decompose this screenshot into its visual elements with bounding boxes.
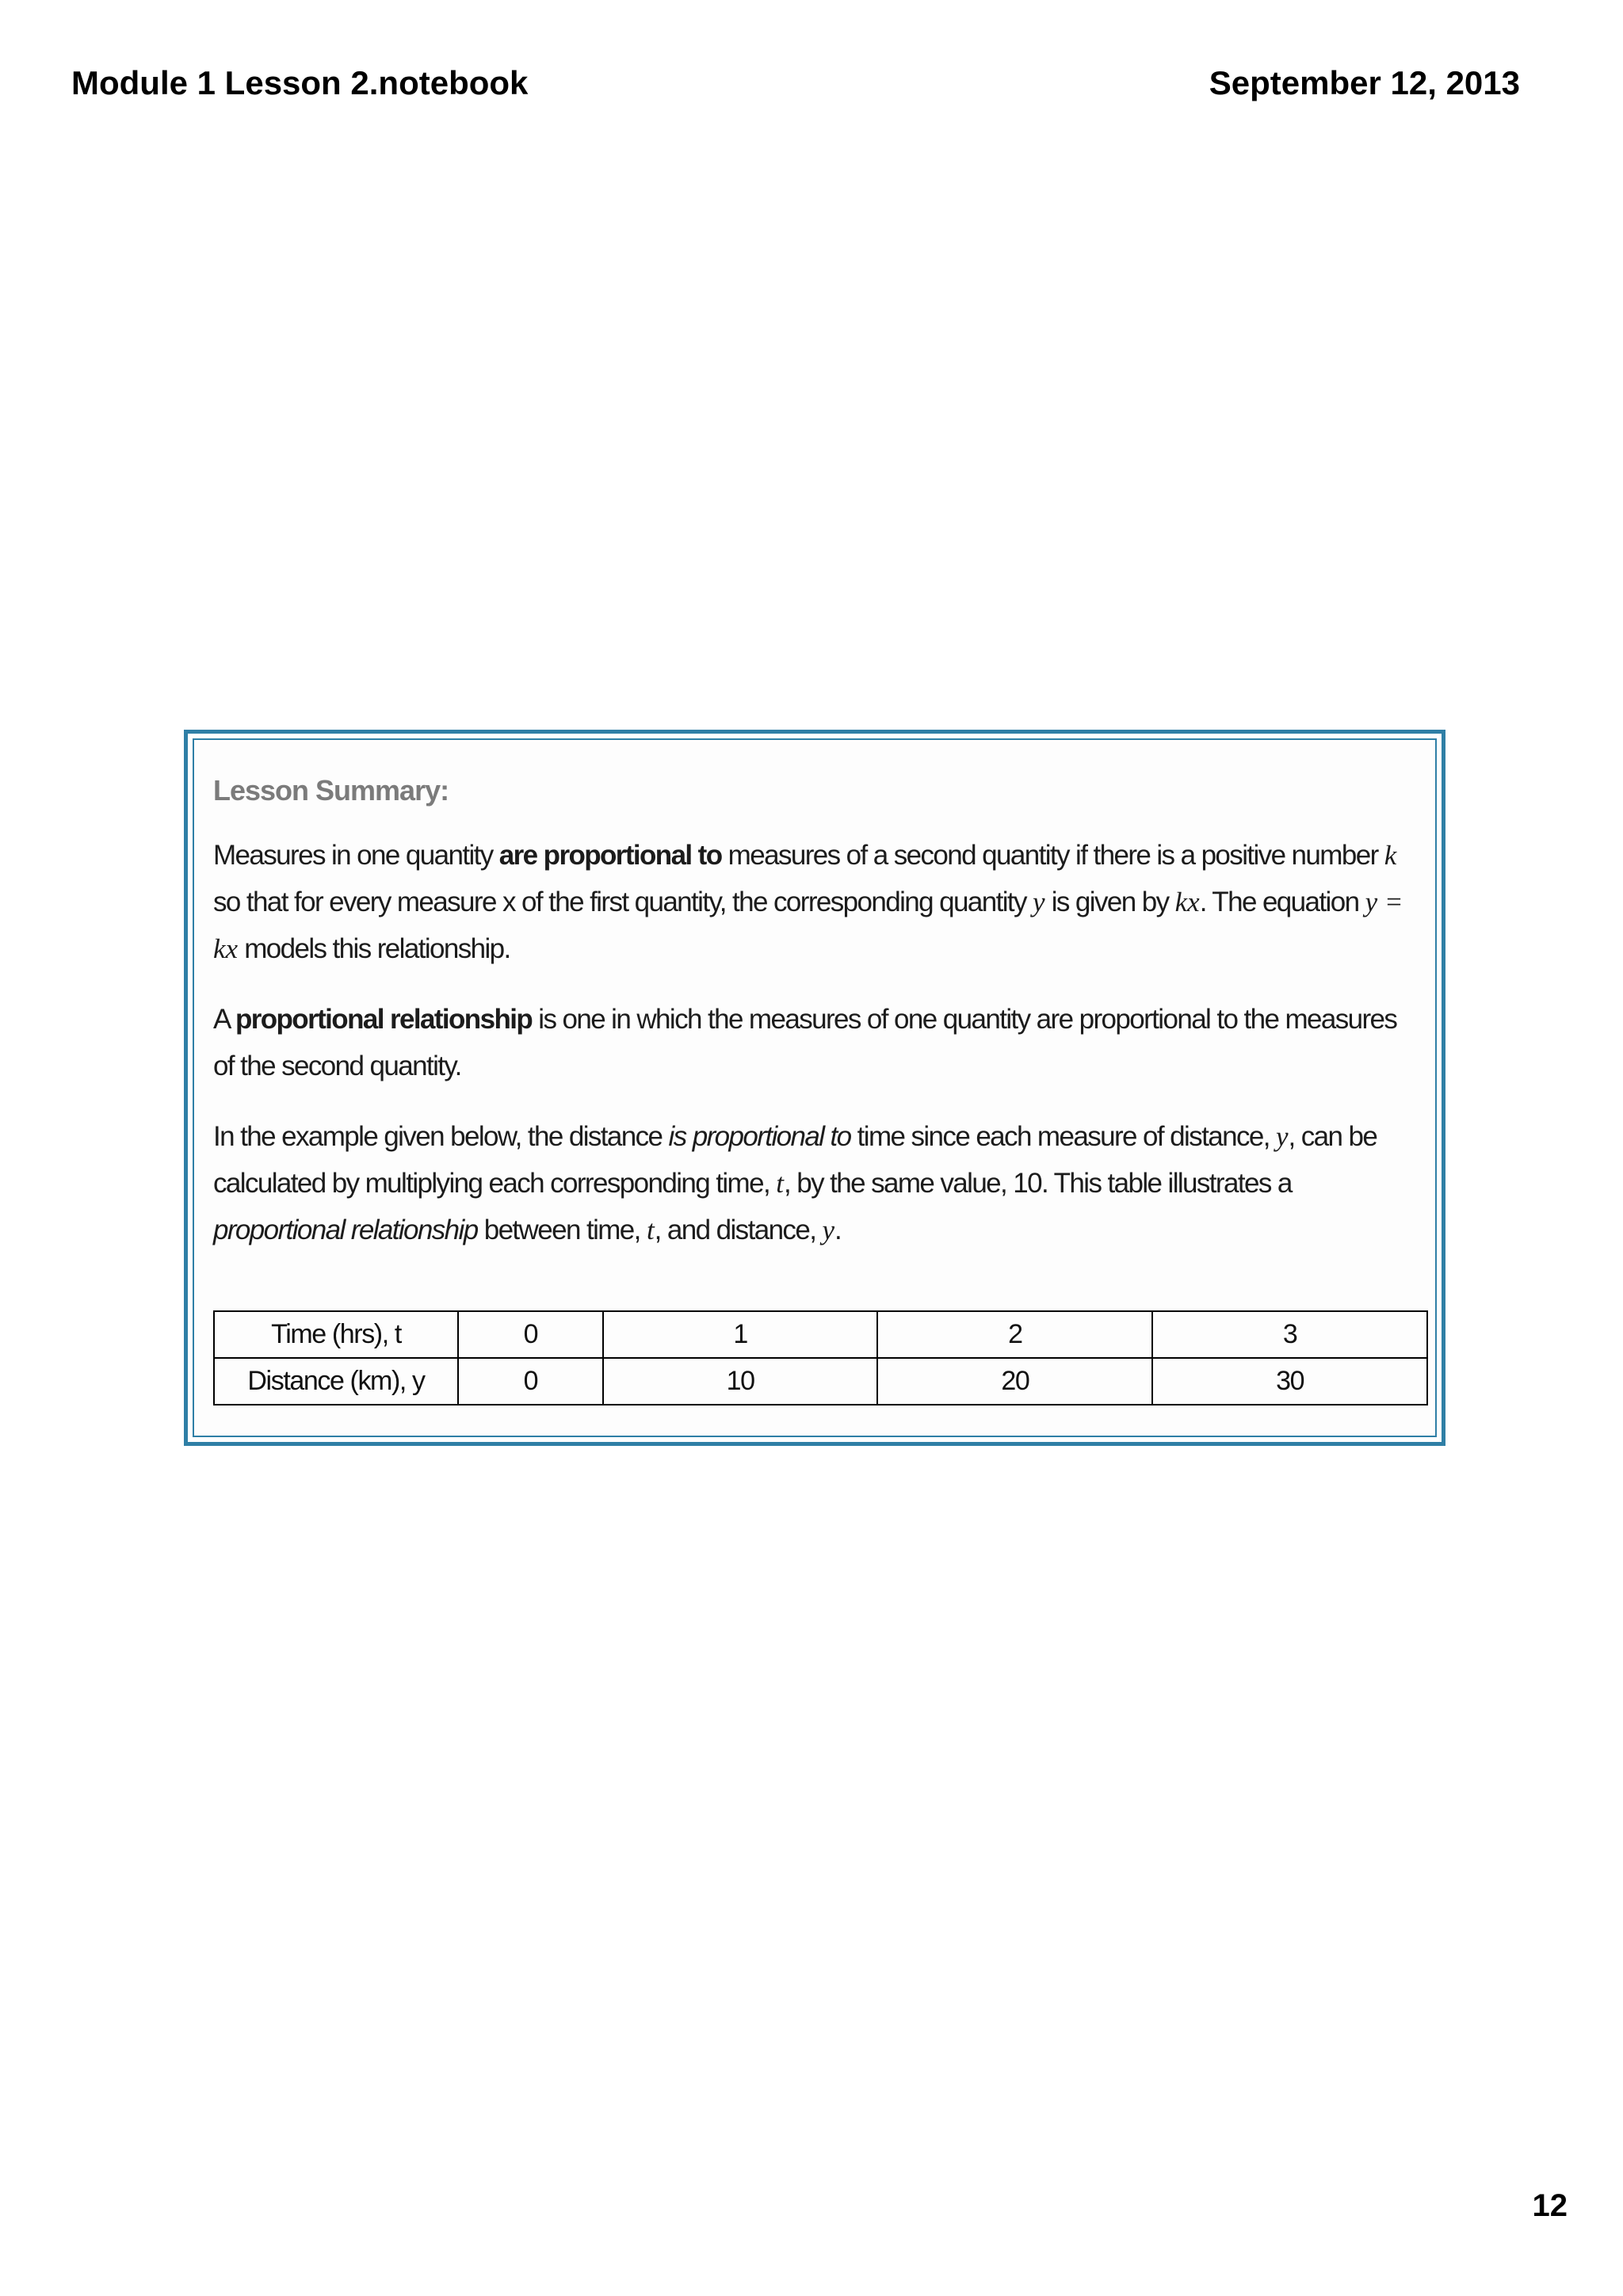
page-date: September 12, 2013 [1209, 64, 1520, 101]
p3-text-6: , and distance, [654, 1215, 823, 1245]
p1-text-1: Measures in one quantity [213, 840, 499, 871]
page-number: 12 [1532, 2188, 1568, 2223]
p1-math-equation: y = kx [213, 887, 1403, 964]
table-cell: 20 [877, 1358, 1152, 1405]
notebook-title: Module 1 Lesson 2.notebook [71, 64, 529, 101]
summary-paragraph-2 [213, 996, 1416, 1089]
p3-text-7: . [834, 1215, 842, 1245]
p3-math-y-2: y [822, 1215, 834, 1245]
p3-math-t: t [776, 1168, 784, 1199]
lesson-summary-title: Lesson Summary: [213, 774, 449, 807]
p3-italic-is-proportional-to: is proportional to [668, 1121, 851, 1152]
p1-text-6: models this relationship. [238, 933, 510, 964]
p3-text-1: In the example given below, the distance [213, 1121, 669, 1152]
table-cell: 3 [1152, 1311, 1427, 1358]
p2-text-2: is one in which the measures of one quantity are proportional to the measures of the second quantity. [213, 1004, 1397, 1081]
table-row-label: Distance (km), y [214, 1358, 458, 1405]
summary-paragraph-3 [213, 1113, 1416, 1253]
time-distance-table [213, 1310, 1428, 1405]
table-cell: 30 [1152, 1358, 1427, 1405]
p1-math-k: k [1384, 840, 1397, 871]
table-cell: 2 [877, 1311, 1152, 1358]
p2-bold-proportional-relationship: proportional relationship [235, 1004, 533, 1035]
p3-text-4: , by the same value, 10. This table illustrates a [783, 1168, 1292, 1199]
p1-math-y: y [1033, 887, 1045, 917]
table-cell: 1 [603, 1311, 878, 1358]
p3-italic-proportional-relationship: proportional relationship [213, 1215, 478, 1245]
p1-bold-proportional-to: are proportional to [498, 840, 722, 871]
lesson-summary-inner [193, 738, 1437, 1437]
table-row-label: Time (hrs), t [214, 1311, 458, 1358]
p1-text-4: is given by [1044, 887, 1175, 917]
p1-text-3: so that for every measure x of the first quantity, the corresponding quantity [213, 887, 1033, 917]
p1-math-kx: kx [1174, 887, 1200, 917]
p1-text-2: measures of a second quantity if there is a positive number [721, 840, 1384, 871]
summary-paragraph-1 [213, 832, 1416, 972]
p3-text-5: between time, [477, 1215, 647, 1245]
p2-text-1: A [213, 1004, 235, 1035]
table-cell: 0 [458, 1311, 603, 1358]
table-cell: 10 [603, 1358, 878, 1405]
p3-math-y: y [1275, 1121, 1289, 1152]
p3-text-3: , can be calculated by multiplying each corresponding time, [213, 1121, 1377, 1199]
table-row-distance [214, 1358, 1427, 1405]
p3-math-t-2: t [646, 1215, 655, 1245]
lesson-summary-box [184, 730, 1445, 1446]
table-cell: 0 [458, 1358, 603, 1405]
p1-text-5: . The equation [1199, 887, 1365, 917]
p3-text-2: time since each measure of distance, [850, 1121, 1276, 1152]
table-row-time [214, 1311, 1427, 1358]
